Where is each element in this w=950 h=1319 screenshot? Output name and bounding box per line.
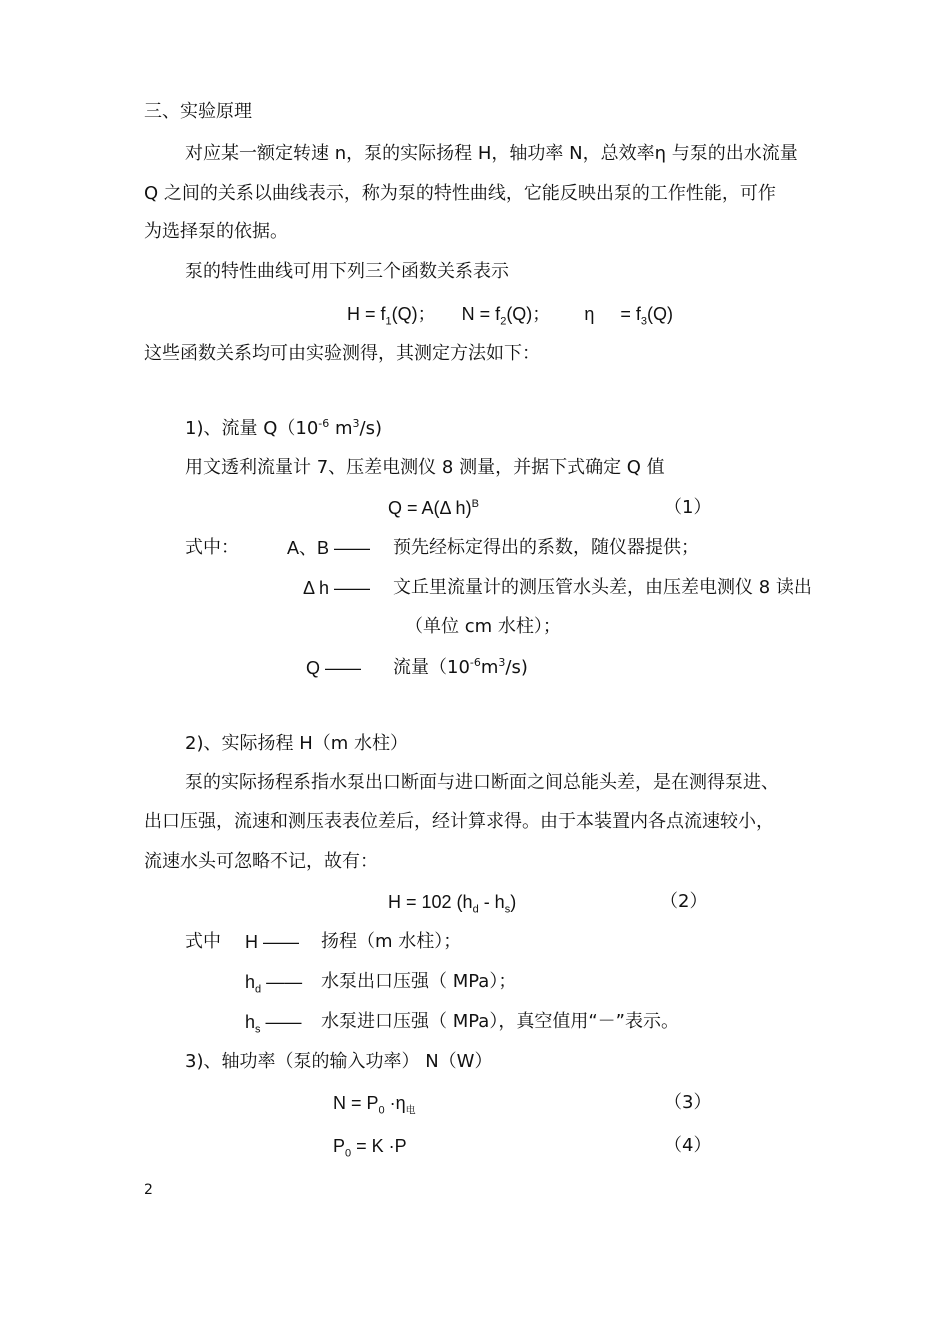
s2-def3-symbol: $h_s$ —— [245,1012,302,1036]
method-intro: 这些函数关系均可由实验测得，其测定方法如下： [144,343,540,364]
s2-para-2: 出口压强，流速和测压表表位差后，经计算求得。由于本装置内各点流速较小， [144,811,774,832]
s1-equation: Q = A(Δ h)$^B$ [388,498,479,518]
main-equation: $H = f_1(Q)$； $N = f_2(Q)$； $\eta = f_3(Q)$ [347,304,674,328]
s3-eq4-number: （4） [664,1135,712,1156]
s3-equation-4: $P_0 = K \cdot P$ [333,1136,407,1160]
intro-line-3: 为选择泵的依据。 [144,221,288,242]
s3-equation-3: $N = P_0 \cdot\eta_电$ [333,1093,416,1117]
s1-eq-number: （1） [664,497,712,518]
s1-def1-text: 预先经标定得出的系数，随仪器提供； [393,537,699,558]
s2-def2-symbol: $h_d$ —— [245,972,303,996]
s1-where: 式中： [185,537,239,558]
s1-def3-text: 流量$(10^{-6}m^3/s)$ [393,656,528,678]
s2-eq-number: （2） [660,891,708,912]
page-number: 2 [144,1182,153,1198]
s1-def1-symbol: A、B —— [287,538,371,558]
intro-line-2: Q 之间的关系以曲线表示，称为泵的特性曲线，它能反映出泵的工作性能，可作 [144,183,776,204]
intro-line-1: 对应某一额定转速 n，泵的实际扬程 H，轴功率 N，总效率η 与泵的出水流量 [185,143,798,164]
s2-def1-symbol: H —— [245,932,299,952]
s2-def2-text: 水泵出口压强（ MPa）； [321,971,517,992]
s3-eq3-number: （3） [664,1092,712,1113]
s1-def3-symbol: Q —— [306,658,362,678]
s2-where: 式中 [185,931,221,952]
s2-para-1: 泵的实际扬程系指水泵出口断面与进口断面之间总能头差，是在测得泵进、 [185,772,779,793]
s1-def2-cont: （单位 cm 水柱）； [405,616,561,637]
section-title: 三、实验原理 [144,101,252,122]
s2-def1-text: 扬程（m 水柱）； [321,931,462,952]
s2-def3-text: 水泵进口压强（ MPa），真空值用“－”表示。 [321,1011,679,1032]
curves-intro: 泵的特性曲线可用下列三个函数关系表示 [185,261,509,282]
s1-heading: 1)、流量 $Q(10^{-6}$ $m^3/s$) [185,417,382,439]
eq-eta: η [584,304,595,324]
eq-h: H = f [347,304,386,324]
s1-def2-text: 文丘里流量计的测压管水头差，由压差电测仪 8 读出 [393,577,812,598]
s1-text: 用文透利流量计 7、压差电测仪 8 测量，并据下式确定 Q 值 [185,457,665,478]
s3-heading: 3)、轴功率（泵的输入功率） N（W） [185,1051,493,1072]
eq-n: N = f [461,304,501,324]
s2-para-3: 流速水头可忽略不记，故有： [144,851,378,872]
s2-equation: H = 102 $(h_d - h_s)$ [388,892,517,916]
s1-def2-symbol: Δ h —— [303,578,371,598]
s2-heading: 2)、实际扬程 H（m 水柱） [185,733,408,754]
